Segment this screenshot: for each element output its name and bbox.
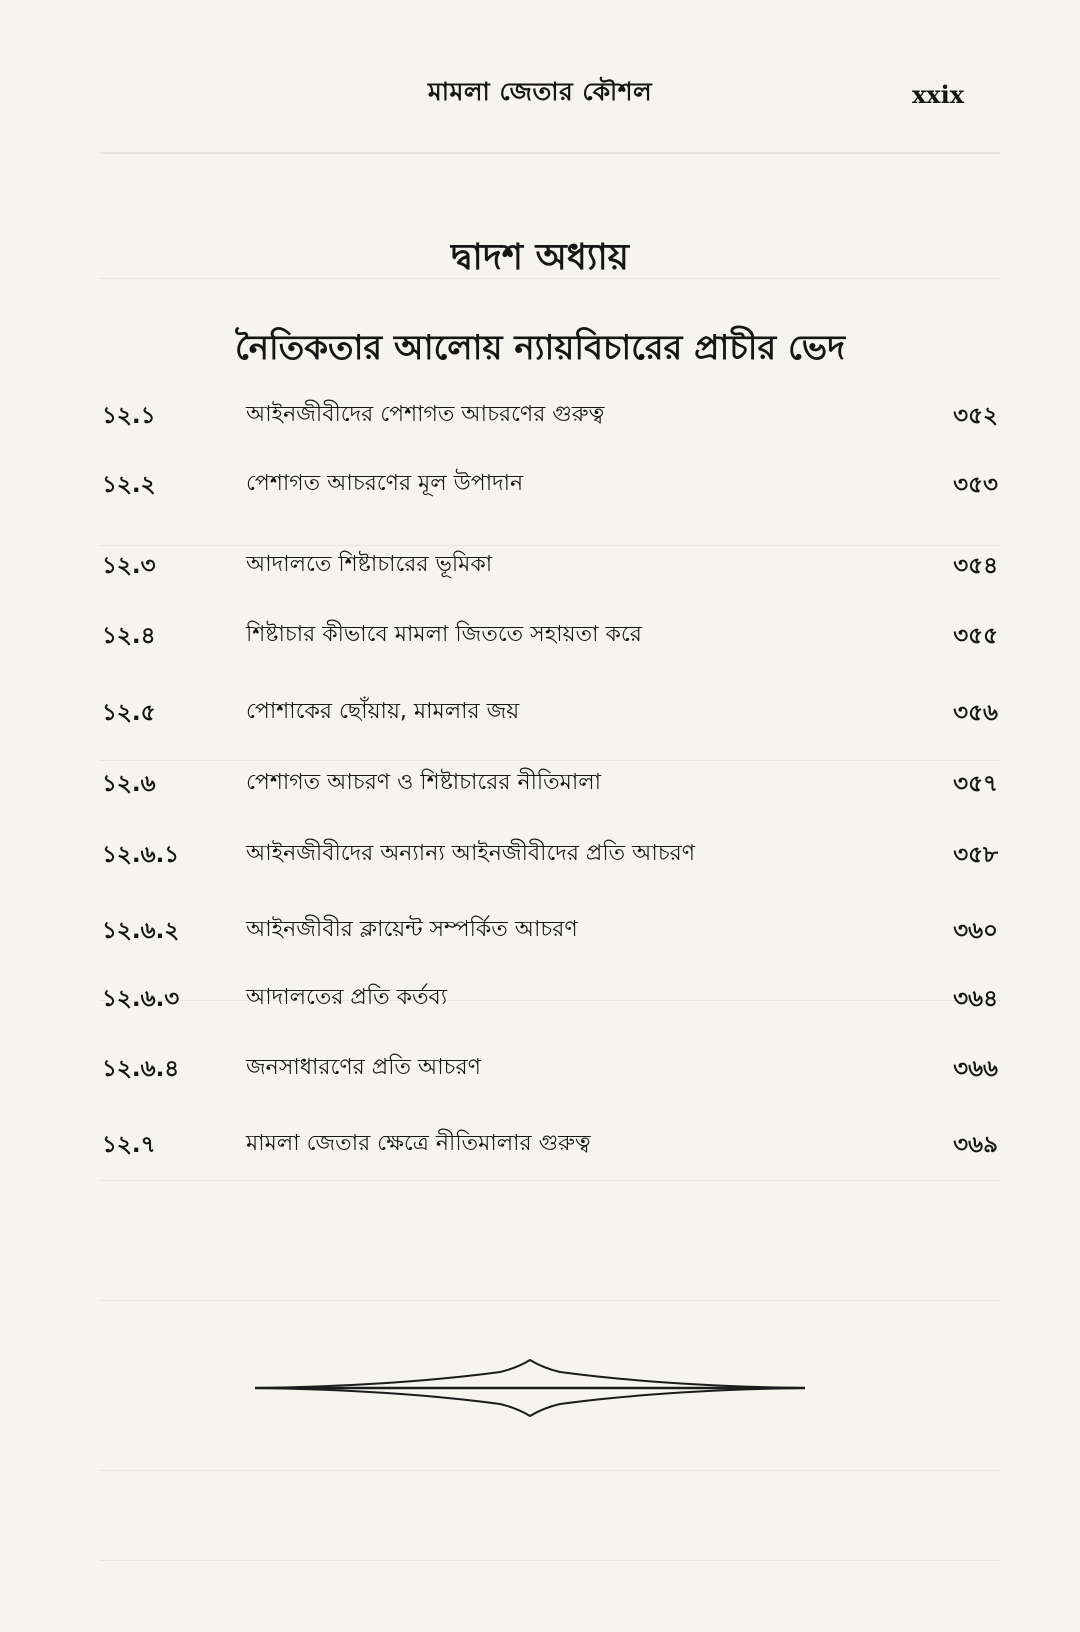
chapter-title: দ্বাদশ অধ্যায় bbox=[450, 237, 630, 278]
toc-row bbox=[0, 836, 1080, 876]
chapter-subtitle: নৈতিকতার আলোয় ন্যায়বিচারের প্রাচীর ভেদ bbox=[234, 328, 845, 368]
running-head: মামলা জেতার কৌশল bbox=[427, 77, 653, 106]
toc-row bbox=[0, 547, 1080, 587]
toc-page: ৩৫৮ bbox=[953, 842, 998, 868]
toc-title: আইনজীবীদের পেশাগত আচরণের গুরুত্ব bbox=[246, 402, 605, 427]
ornamental-divider bbox=[255, 1358, 805, 1418]
toc-page: ৩৬৪ bbox=[953, 986, 998, 1012]
toc-row bbox=[0, 1126, 1080, 1166]
toc-row bbox=[0, 617, 1080, 657]
toc-title: আদালতের প্রতি কর্তব্য bbox=[246, 985, 448, 1010]
toc-number: ১২.৬.২ bbox=[102, 918, 180, 944]
toc-title: আইনজীবীদের অন্যান্য আইনজীবীদের প্রতি আচরণ bbox=[246, 841, 696, 866]
toc-page: ৩৫২ bbox=[953, 403, 998, 429]
toc-number: ১২.১ bbox=[102, 403, 156, 429]
toc-page: ৩৬০ bbox=[953, 918, 998, 944]
toc-row bbox=[0, 912, 1080, 952]
toc-page: ৩৫৭ bbox=[953, 771, 998, 797]
page-number: xxix bbox=[911, 80, 964, 109]
toc-title: শিষ্টাচার কীভাবে মামলা জিততে সহায়তা করে bbox=[246, 622, 642, 647]
toc-title: পেশাগত আচরণ ও শিষ্টাচারের নীতিমালা bbox=[246, 770, 602, 795]
toc-number: ১২.৬.৪ bbox=[102, 1056, 180, 1082]
toc-page: ৩৫৬ bbox=[953, 700, 998, 726]
toc-title: পেশাগত আচরণের মূল উপাদান bbox=[246, 471, 524, 496]
toc-page: ৩৬৯ bbox=[953, 1132, 998, 1158]
toc-number: ১২.৪ bbox=[102, 623, 156, 649]
toc-number: ১২.২ bbox=[102, 472, 156, 498]
toc-row bbox=[0, 397, 1080, 437]
toc-title: পোশাকের ছোঁয়ায়, মামলার জয় bbox=[246, 699, 520, 724]
toc-number: ১২.৬ bbox=[102, 771, 156, 797]
toc-title: মামলা জেতার ক্ষেত্রে নীতিমালার গুরুত্ব bbox=[246, 1131, 591, 1156]
toc-title: জনসাধারণের প্রতি আচরণ bbox=[246, 1055, 481, 1080]
toc-page: ৩৫৩ bbox=[953, 472, 998, 498]
toc-number: ১২.৬.১ bbox=[102, 842, 180, 868]
toc-page: ৩৫৪ bbox=[953, 553, 998, 579]
toc-title: আদালতে শিষ্টাচারের ভূমিকা bbox=[246, 552, 493, 577]
toc-row bbox=[0, 980, 1080, 1020]
toc-number: ১২.৬.৩ bbox=[102, 986, 180, 1012]
toc-number: ১২.৫ bbox=[102, 700, 156, 726]
toc-title: আইনজীবীর ক্লায়েন্ট সম্পর্কিত আচরণ bbox=[246, 917, 578, 942]
toc-row bbox=[0, 694, 1080, 734]
toc-row bbox=[0, 1050, 1080, 1090]
toc-row bbox=[0, 466, 1080, 506]
toc-row bbox=[0, 765, 1080, 805]
toc-page: ৩৫৫ bbox=[953, 623, 998, 649]
toc-page: ৩৬৬ bbox=[953, 1056, 998, 1082]
toc-number: ১২.৩ bbox=[102, 553, 156, 579]
toc-number: ১২.৭ bbox=[102, 1132, 156, 1158]
